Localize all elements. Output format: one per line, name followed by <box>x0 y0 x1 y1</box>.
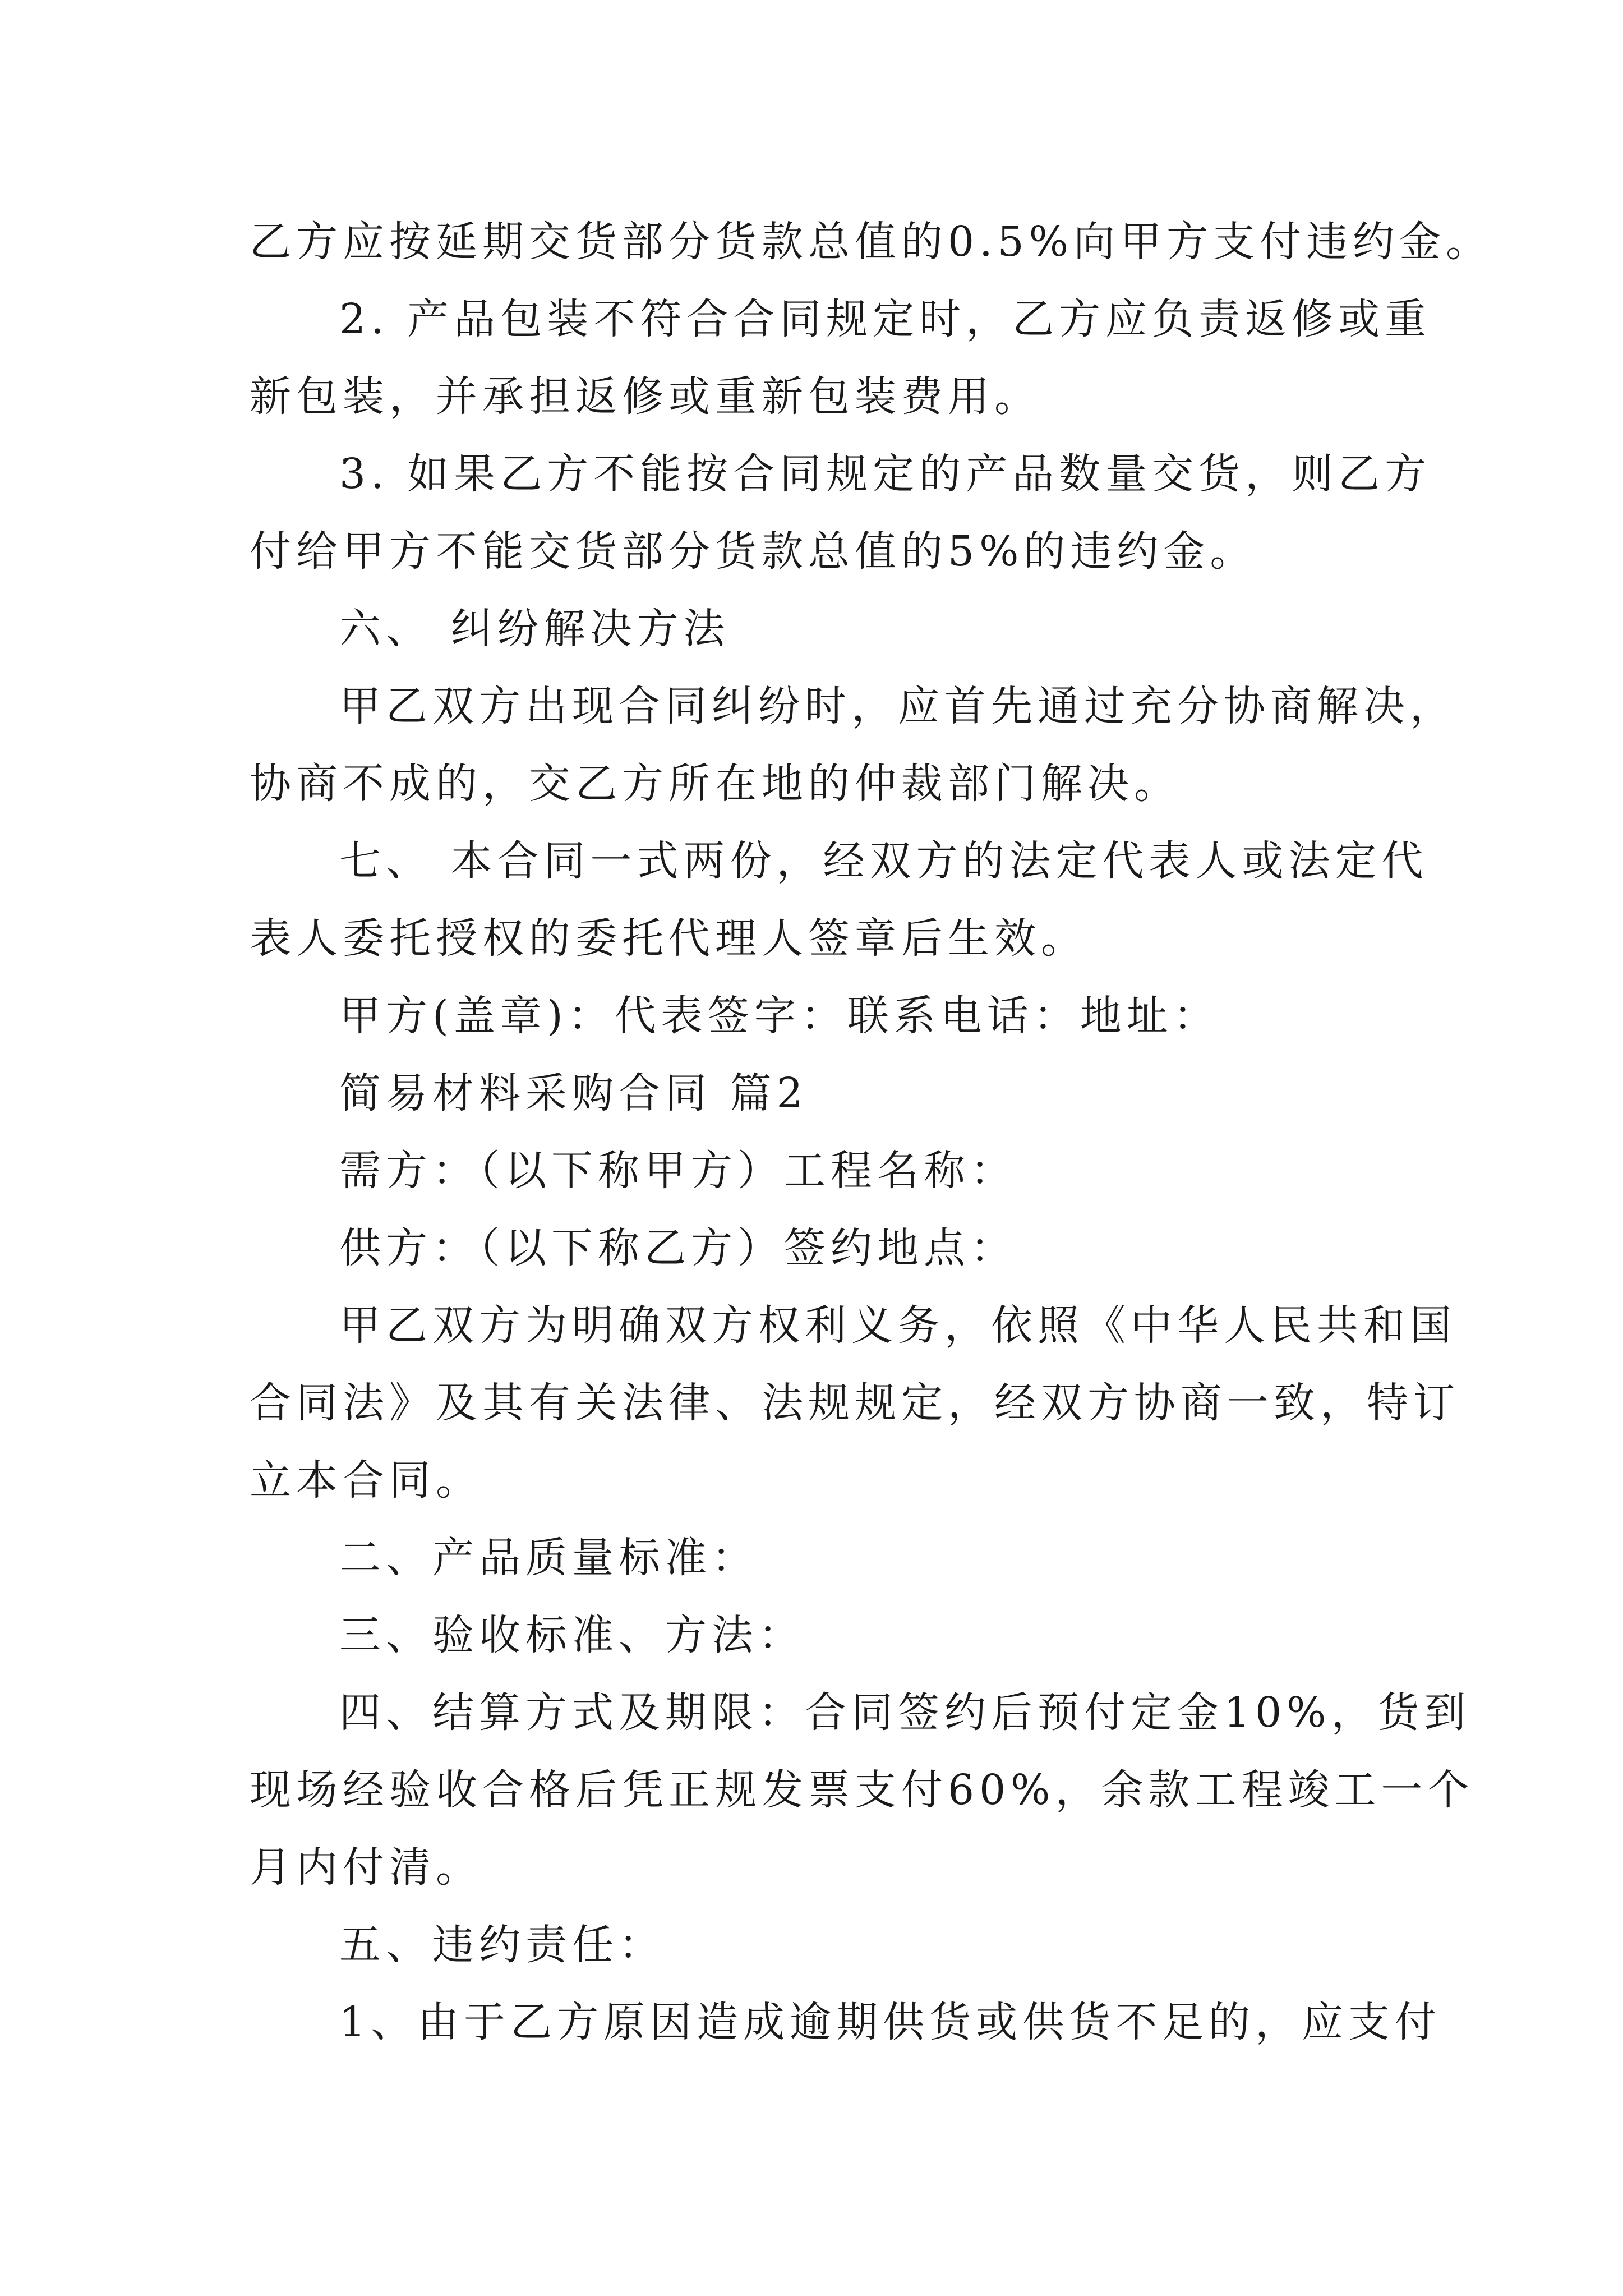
text-line: 二、产品质量标准： <box>339 1534 758 1582</box>
paragraph-late-delivery-penalty <box>250 203 1492 280</box>
paragraph-preamble <box>250 1287 1460 1519</box>
text-line: 付给甲方不能交货部分货款总值的5%的违约金。 <box>250 527 1257 576</box>
text-line: 需方：（以下称甲方）工程名称： <box>339 1147 1017 1195</box>
text-line: 甲乙双方出现合同纠纷时，应首先通过充分协商解决， <box>339 682 1456 730</box>
text-line: 六、 纠纷解决方法 <box>339 605 730 653</box>
text-line: 简易材料采购合同 篇2 <box>339 1069 808 1117</box>
paragraph-liability-item-1 <box>250 1984 1442 2061</box>
text-line: 现场经验收合格后凭正规发票支付60%，余款工程竣工一个 <box>250 1766 1474 1814</box>
text-line: 乙方应按延期交货部分货款总值的0.5%向甲方支付违约金。 <box>250 218 1492 266</box>
section-title-contract-2 <box>250 1055 1388 1132</box>
text-line: 七、 本合同一式两份，经双方的法定代表人或法定代 <box>339 837 1428 885</box>
text-line: 表人委托授权的委托代理人签章后生效。 <box>250 914 1087 963</box>
paragraph-contract-copies <box>250 822 1428 977</box>
field-demander <box>250 1132 1388 1209</box>
text-line: 1、由于乙方原因造成逾期供货或供货不足的，应支付 <box>339 1998 1442 2046</box>
text-line: 新包装，并承担返修或重新包装费用。 <box>250 372 1041 421</box>
text-line: 供方：（以下称乙方）签约地点： <box>339 1224 1017 1272</box>
text-line: 2. 产品包装不符合合同规定时，乙方应负责返修或重 <box>339 295 1432 343</box>
paragraph-packaging-clause <box>250 280 1432 435</box>
text-line: 协商不成的，交乙方所在地的仲裁部门解决。 <box>250 760 1181 808</box>
text-line: 月内付清。 <box>250 1843 482 1892</box>
text-line: 四、结算方式及期限：合同签约后预付定金10%，货到 <box>339 1688 1471 1737</box>
text-line: 甲乙双方为明确双方权利义务，依照《中华人民共和国 <box>339 1301 1456 1350</box>
signature-line-party-a <box>250 977 1388 1055</box>
field-supplier <box>250 1209 1388 1287</box>
text-line: 3. 如果乙方不能按合同规定的产品数量交货，则乙方 <box>339 450 1432 498</box>
text-line: 五、违约责任： <box>339 1921 665 1969</box>
section-heading-dispute-resolution <box>250 590 1388 668</box>
text-line: 甲方(盖章)：代表签字：联系电话：地址： <box>339 992 1220 1040</box>
text-line: 立本合同。 <box>250 1456 482 1504</box>
paragraph-quantity-clause <box>250 435 1432 590</box>
section-heading-acceptance-standard <box>250 1596 1388 1674</box>
paragraph-settlement-terms <box>250 1674 1474 1906</box>
text-line: 三、验收标准、方法： <box>339 1611 805 1659</box>
text-line: 合同法》及其有关法律、法规规定，经双方协商一致，特订 <box>250 1379 1460 1427</box>
section-heading-quality-standard <box>250 1519 1388 1596</box>
section-heading-liability <box>250 1906 1388 1984</box>
paragraph-dispute-resolution <box>250 668 1456 822</box>
